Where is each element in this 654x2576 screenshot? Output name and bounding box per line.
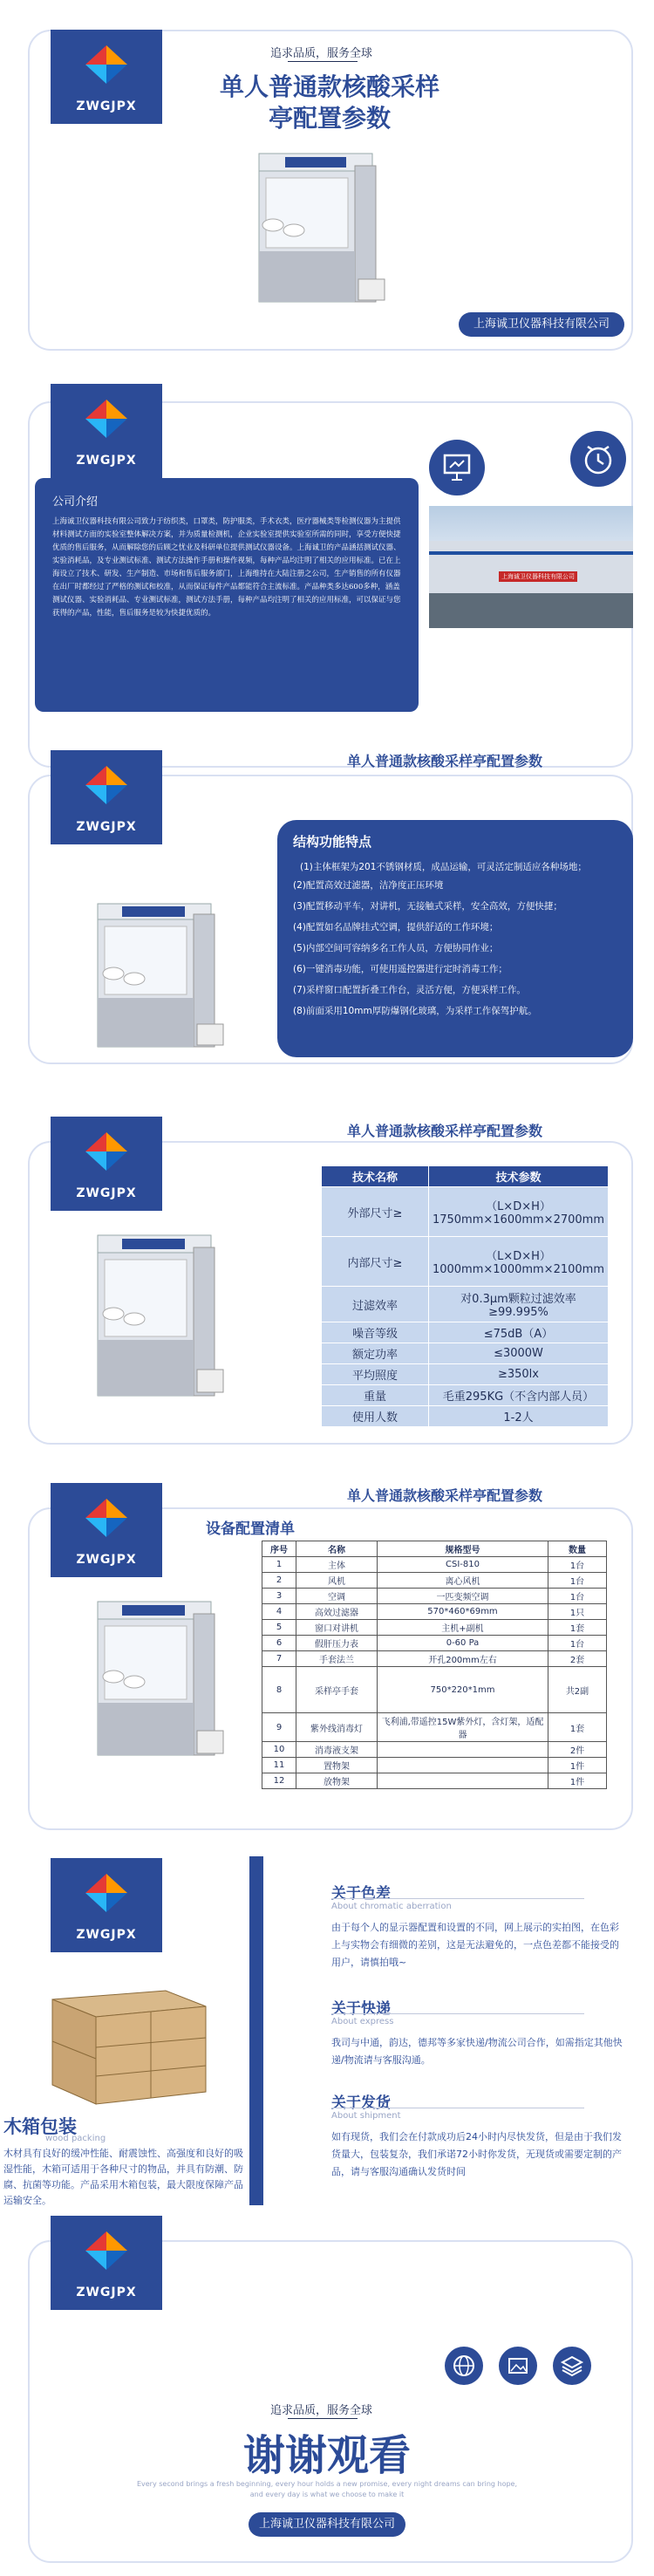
table-row	[262, 1573, 607, 1589]
table-row	[262, 1620, 607, 1636]
logo-text: ZWGJPX	[76, 2286, 137, 2299]
structure-heading: 结构功能特点	[293, 834, 372, 850]
cell-index: 4	[262, 1604, 296, 1620]
layers-icon	[553, 2347, 591, 2385]
spec-name: 过滤效率	[322, 1287, 429, 1322]
cell-spec: CSI-810	[378, 1557, 548, 1573]
equipment-header-cell: 名称	[296, 1541, 378, 1557]
structure-section	[0, 750, 654, 1117]
logo-text: ZWGJPX	[76, 1553, 137, 1567]
vertical-divider-bar	[249, 1856, 263, 2205]
wooden-crate-image	[35, 1964, 218, 2113]
structure-item: (3)配置移动平车，对讲机，无接触式采样，安全高效，方便快捷；	[293, 901, 562, 912]
table-row	[262, 1557, 607, 1573]
image-icon	[499, 2347, 537, 2385]
spec-value: ≤3000W	[428, 1343, 608, 1364]
cell-index: 3	[262, 1589, 296, 1604]
logo-text: ZWGJPX	[76, 99, 137, 113]
logo-mark-icon	[85, 1499, 127, 1537]
spec-name: 平均照度	[322, 1364, 429, 1385]
spec-value: 毛重295KG（不含内部人员）	[428, 1385, 608, 1406]
spec-row	[322, 1385, 609, 1406]
spec-name: 噪音等级	[322, 1322, 429, 1343]
brand-logo	[51, 2216, 162, 2310]
intro-body: 上海诚卫仪器科技有限公司致力于纺织类，口罩类，防护服类，手术衣类，医疗器械类等检测仪器为主提供材料测试方面的实验室整体解决方案，并为质量检测机，企业实验室提供实验室所需的同时，享受方便快捷优质的售后服务，从而解除您的后顾之忧业及科研单位提供测试仪器设备。上海诚卫的产品涵括测试仪器、实验消耗品，及专业测试标准、测试方法操作手册和操作视频，每种产品均注明了相关的应用标准。已在上海设立了技术、研发、生产制造、市场和售后服务部门，上海维持在大陆注册之公司，生产销售的所有仪器在出厂时都经过了严格的测试和校准，从而保证每件产品都能符合主流标准。产品种类多达600多种，涵盖测试仪器、实验消耗品、专业测试标准，测试方法手册，每种产品均注明了相关的应用标准，可以保证与您获得的产品，性能，售后服务是较为快捷优质的。	[52, 517, 401, 618]
equipment-header-cell: 数量	[548, 1541, 607, 1557]
cell-index: 1	[262, 1557, 296, 1573]
spec-value: 1-2人	[428, 1406, 608, 1427]
structure-item: (8)前面采用10mm厚防爆钢化玻璃，为采样工作保驾护航。	[293, 1006, 537, 1016]
cell-qty: 1台	[548, 1636, 607, 1651]
cover-title-line2: 亭配置参数	[268, 104, 391, 133]
structure-item: (5)内部空间可容纳多名工作人员，方便协同作业；	[293, 943, 499, 953]
table-row	[262, 1742, 607, 1758]
color-body: 由于每个人的显示器配置和设置的不同，网上展示的实拍图，在色彩上与实物会有细微的差别，这是无法避免的，一点色差都不能接受的用户，请慎拍哦~	[331, 1922, 619, 1968]
factory-photo	[429, 506, 633, 628]
logo-mark-icon	[85, 400, 127, 438]
brand-logo	[51, 1858, 162, 1952]
cell-name: 紫外线消毒灯	[296, 1713, 378, 1742]
brand-logo	[51, 384, 162, 478]
logo-mark-icon	[85, 766, 127, 804]
express-title: 关于快递	[331, 2000, 391, 2018]
spec-value: ≥350lx	[428, 1364, 608, 1385]
cover-section	[0, 0, 654, 366]
thanks-company-pill: 上海诚卫仪器科技有限公司	[249, 2512, 405, 2537]
logo-text: ZWGJPX	[76, 820, 137, 834]
spec-row	[322, 1406, 609, 1427]
structure-item: (2)配置高效过滤器，洁净度正压环境	[293, 880, 444, 891]
equipment-header-cell: 序号	[262, 1541, 296, 1557]
spec-value: （L×D×H） 1750mm×1600mm×2700mm	[428, 1187, 608, 1237]
equipment-section-title: 单人普通款核酸采样亭配置参数	[346, 1487, 542, 1504]
cell-name: 风机	[296, 1573, 378, 1589]
express-underline	[331, 2013, 584, 2014]
color-title: 关于色差	[331, 1885, 391, 1903]
thanks-slogan-underline	[288, 2418, 358, 2419]
spec-name: 额定功率	[322, 1343, 429, 1364]
structure-item: (4)配置如名品牌挂式空调，提供舒适的工作环境；	[293, 922, 499, 933]
sampling-booth-image	[87, 1596, 227, 1762]
spec-row	[322, 1287, 609, 1322]
logo-text: ZWGJPX	[76, 454, 137, 468]
logo-text: ZWGJPX	[76, 1928, 137, 1942]
cell-spec: 750*220*1mm	[378, 1667, 548, 1713]
table-row	[262, 1636, 607, 1651]
table-row	[262, 1651, 607, 1667]
equipment-table	[262, 1541, 607, 1789]
spec-value: ≤75dB（A）	[428, 1322, 608, 1343]
cell-spec	[378, 1742, 548, 1758]
cell-name: 窗口对讲机	[296, 1620, 378, 1636]
cell-index: 2	[262, 1573, 296, 1589]
cell-index: 5	[262, 1620, 296, 1636]
intro-section	[0, 384, 654, 785]
thanks-section	[0, 2216, 654, 2576]
cell-index: 9	[262, 1713, 296, 1742]
logo-mark-icon	[85, 1874, 127, 1912]
brand-logo	[51, 1117, 162, 1211]
cell-qty: 1台	[548, 1557, 607, 1573]
brand-logo	[51, 1483, 162, 1577]
thanks-slogan: 追求品质，服务全球	[270, 2404, 373, 2417]
spec-value: （L×D×H） 1000mm×1000mm×2100mm	[428, 1237, 608, 1287]
equipment-section	[0, 1483, 654, 1849]
spec-row	[322, 1343, 609, 1364]
cover-title-line1: 单人普通款核酸采样	[219, 72, 439, 101]
ship-subtitle: About shipment	[331, 2111, 401, 2121]
specs-section	[0, 1117, 654, 1483]
spec-table	[321, 1165, 609, 1427]
cell-spec: 主机+副机	[378, 1620, 548, 1636]
logo-mark-icon	[85, 1132, 127, 1171]
cell-name: 手套法兰	[296, 1651, 378, 1667]
cell-qty: 1套	[548, 1620, 607, 1636]
ship-body: 如有现货，我们会在付款成功后24小时内尽快发货，但是由于我们发货量大，包装复杂，我们承诺72小时你发货，无现货或需要定制的产品，请与客服沟通确认发货时间	[331, 2131, 622, 2177]
spec-name: 内部尺寸≥	[322, 1237, 429, 1287]
spec-name: 外部尺寸≥	[322, 1187, 429, 1237]
cell-spec: 570*460*69mm	[378, 1604, 548, 1620]
cell-qty: 1件	[548, 1758, 607, 1773]
color-subtitle: About chromatic aberration	[331, 1902, 452, 1911]
cell-index: 6	[262, 1636, 296, 1651]
table-row	[262, 1667, 607, 1713]
brand-logo	[51, 750, 162, 844]
table-row	[262, 1604, 607, 1620]
globe-icon	[445, 2347, 483, 2385]
equipment-header-cell: 规格型号	[378, 1541, 548, 1557]
cell-index: 11	[262, 1758, 296, 1773]
structure-panel	[277, 820, 633, 1057]
table-row	[262, 1773, 607, 1789]
structure-item: (6)一键消毒功能，可使用遥控器进行定时消毒工作；	[293, 964, 508, 974]
spec-header-row	[322, 1166, 609, 1187]
cover-company-pill: 上海诚卫仪器科技有限公司	[459, 312, 624, 337]
table-row	[262, 1589, 607, 1604]
spec-value: 对0.3μm颗粒过滤效率≥99.995%	[428, 1287, 608, 1322]
color-underline	[331, 1898, 584, 1899]
ship-title: 关于发货	[331, 2094, 391, 2112]
express-body: 我司与中通，韵达，德邦等多家快递/物流公司合作，如需指定其他快递/物流请与客服沟通。	[331, 2037, 623, 2066]
spec-name: 使用人数	[322, 1406, 429, 1427]
cell-spec	[378, 1773, 548, 1789]
wood-title: 木箱包装	[3, 2116, 77, 2137]
equipment-header-row	[262, 1541, 607, 1557]
clock-icon	[570, 431, 626, 487]
cell-name: 消毒液支架	[296, 1742, 378, 1758]
structure-item: (7)采样窗口配置折叠工作台，灵活方便，方便采样工作。	[293, 985, 526, 995]
cell-index: 7	[262, 1651, 296, 1667]
cell-spec: 开孔200mm左右	[378, 1651, 548, 1667]
cell-spec: 一匹变频空调	[378, 1589, 548, 1604]
cell-spec: 0-60 Pa	[378, 1636, 548, 1651]
structure-item: (1)主体框架为201不锈钢材质，成品运输，可灵活定制适应各种场地；	[300, 862, 587, 872]
intro-text-panel	[35, 478, 419, 712]
logo-mark-icon	[85, 2231, 127, 2270]
slogan-underline	[288, 61, 358, 62]
presentation-icon	[429, 440, 485, 495]
brand-logo	[51, 30, 162, 124]
cell-qty: 1套	[548, 1713, 607, 1742]
cell-name: 高效过滤器	[296, 1604, 378, 1620]
cell-qty: 共2副	[548, 1667, 607, 1713]
cell-name: 主体	[296, 1557, 378, 1573]
spec-name: 重量	[322, 1385, 429, 1406]
thanks-english: Every second brings a fresh beginning, every hour holds a new promise, every night dreams can bring hope, and every day is what we choose to make it	[136, 2480, 518, 2498]
logo-text: ZWGJPX	[76, 1186, 137, 1200]
logo-mark-icon	[85, 45, 127, 84]
cell-spec: 离心风机	[378, 1573, 548, 1589]
cell-index: 8	[262, 1667, 296, 1713]
wood-body: 木材具有良好的缓冲性能、耐震蚀性、高强度和良好的吸湿性能，木箱可适用于各种尺寸的物品，并具有防潮、防腐、抗菌等功能。产品采用木箱包装，最大限度保障产品运输安全。	[3, 2148, 243, 2206]
thanks-title: 谢谢观看	[242, 2431, 411, 2480]
cell-name: 空调	[296, 1589, 378, 1604]
sampling-booth-image	[249, 148, 388, 314]
table-row	[262, 1758, 607, 1773]
spec-row	[322, 1237, 609, 1287]
spec-row	[322, 1364, 609, 1385]
intro-heading: 公司介绍	[52, 495, 99, 509]
spec-row	[322, 1322, 609, 1343]
cell-qty: 2件	[548, 1742, 607, 1758]
cell-name: 假肝压力表	[296, 1636, 378, 1651]
packing-section	[0, 1849, 654, 2216]
cover-slogan: 追求品质，服务全球	[270, 47, 373, 60]
sampling-booth-image	[87, 1230, 227, 1404]
cell-name: 采样亭手套	[296, 1667, 378, 1713]
specs-section-title: 单人普通款核酸采样亭配置参数	[346, 1123, 542, 1139]
cell-spec: 飞利浦,带遥控15W紫外灯，含灯架，适配器	[378, 1713, 548, 1742]
structure-section-title: 单人普通款核酸采样亭配置参数	[346, 753, 542, 769]
cell-name: 放物架	[296, 1773, 378, 1789]
cell-index: 12	[262, 1773, 296, 1789]
wood-subtitle: wood packing	[45, 2134, 106, 2143]
cell-qty: 1台	[548, 1573, 607, 1589]
factory-sign: 上海诚卫仪器科技有限公司	[499, 571, 577, 582]
cell-spec	[378, 1758, 548, 1773]
table-row	[262, 1713, 607, 1742]
cell-index: 10	[262, 1742, 296, 1758]
cell-qty: 1只	[548, 1604, 607, 1620]
cell-name: 置物架	[296, 1758, 378, 1773]
sampling-booth-image	[87, 899, 227, 1056]
spec-header-cell: 技术名称	[322, 1166, 429, 1187]
cell-qty: 1件	[548, 1773, 607, 1789]
spec-header-cell: 技术参数	[428, 1166, 608, 1187]
cell-qty: 2套	[548, 1651, 607, 1667]
cell-qty: 1台	[548, 1589, 607, 1604]
spec-row	[322, 1187, 609, 1237]
equipment-list-title: 设备配置清单	[206, 1520, 295, 1538]
express-subtitle: About express	[331, 2017, 394, 2026]
